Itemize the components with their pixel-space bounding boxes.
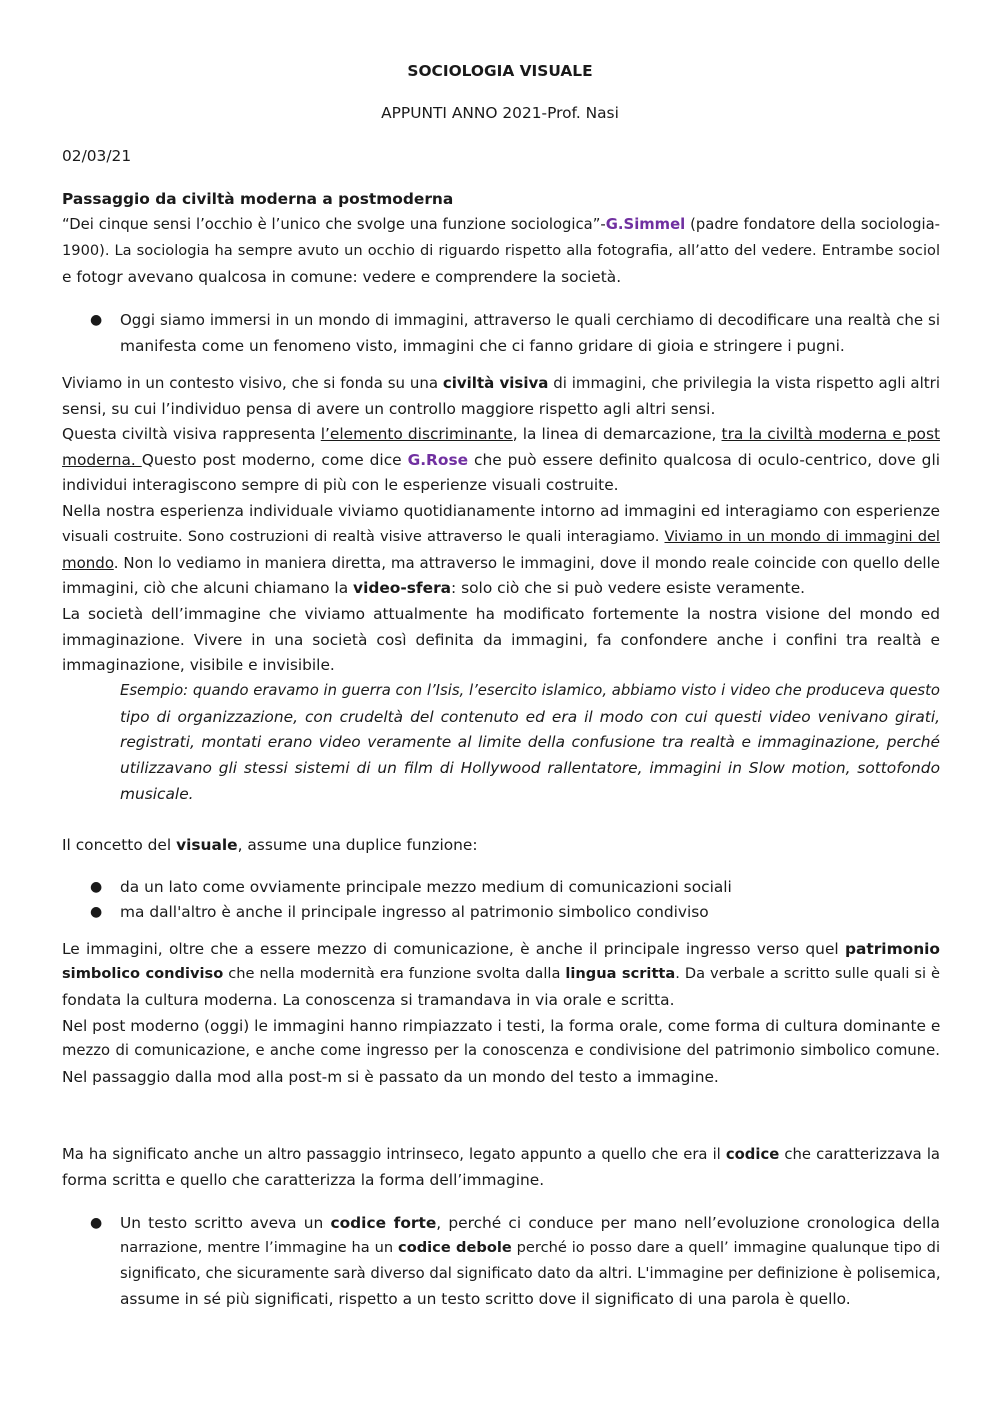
paragraph-line: Nella nostra esperienza individuale viviamo quotidianamente intorno ad immagini ed interagiamo con esperienze (62, 502, 940, 520)
example-line: tipo di organizzazione, con crudeltà del contenuto ed era il modo con cui questi video venivano girati, (120, 708, 940, 726)
paragraph-line: fondata la cultura moderna. La conoscenza si tramandava in via orale e scritta. (62, 991, 675, 1009)
paragraph-line: Il concetto del visuale, assume una duplice funzione: (62, 836, 478, 854)
paragraph-line: visuali costruite. Sono costruzioni di realtà visive attraverso le quali interagiamo. Viviamo in un mondo di immagini del (62, 528, 940, 545)
paragraph-line: Le immagini, oltre che a essere mezzo di comunicazione, è anche il principale ingresso verso quel patrimonio (62, 940, 940, 958)
section-heading: Passaggio da civiltà moderna a postmoderna (62, 190, 454, 208)
example-line: registrati, montati erano video veramente al limite della confusione tra realtà e immaginazione, perché (120, 733, 940, 751)
paragraph-line: Ma ha significato anche un altro passaggio intrinseco, legato appunto a quello che era il codice che caratterizzava la (62, 1146, 940, 1163)
list-item: Un testo scritto aveva un codice forte, perché ci conduce per mano nell’evoluzione cronologica della (120, 1214, 940, 1232)
paragraph-line: immaginazione, visibile e invisibile. (62, 656, 335, 674)
paragraph-line: mezzo di comunicazione, e anche come ingresso per la conoscenza e condivisione del patrimonio simbolico comune. (62, 1042, 940, 1059)
paragraph-line: individui interagiscono sempre di più con le esperienze visuali costruite. (62, 476, 619, 494)
lecture-date: 02/03/21 (62, 147, 132, 165)
paragraph-line: forma scritta e quello che caratterizza la forma dell’immagine. (62, 1171, 545, 1189)
paragraph-line: immagini, ciò che alcuni chiamano la video-sfera: solo ciò che si può vedere esiste veramente. (62, 579, 806, 597)
list-item: ma dall'altro è anche il principale ingresso al patrimonio simbolico condiviso (120, 903, 709, 921)
list-item: da un lato come ovviamente principale mezzo medium di comunicazioni sociali (120, 878, 732, 896)
example-line: Esempio: quando eravamo in guerra con l’Isis, l’esercito islamico, abbiamo visto i video che produceva questo (120, 682, 940, 699)
bullet-icon: ● (90, 312, 103, 328)
paragraph-line: mondo. Non lo vediamo in maniera diretta, ma attraverso le immagini, dove il mondo reale coincide con quello delle (62, 554, 940, 572)
paragraph-line: sensi, su cui l’individuo pensa di avere un controllo maggiore rispetto agli altri sensi. (62, 400, 716, 418)
document-title: SOCIOLOGIA VISUALE (407, 62, 593, 80)
paragraph-line: “Dei cinque sensi l’occhio è l’unico che svolge una funzione sociologica”-G.Simmel (padre fondatore della sociologia- (62, 216, 940, 233)
list-item: Oggi siamo immersi in un mondo di immagini, attraverso le quali cerchiamo di decodificare una realtà che si (120, 311, 940, 329)
paragraph-line: La società dell’immagine che viviamo attualmente ha modificato fortemente la nostra visione del mondo ed (62, 605, 940, 623)
paragraph-line: Nel post moderno (oggi) le immagini hanno rimpiazzato i testi, la forma orale, come forma di cultura dominante e (62, 1017, 941, 1035)
example-line: musicale. (120, 785, 194, 803)
paragraph-line: e fotogr avevano qualcosa in comune: vedere e comprendere la società. (62, 268, 622, 286)
example-line: utilizzavano gli stessi sistemi di un film di Hollywood rallentatore, immagini in Slow motion, sottofondo (120, 759, 940, 777)
paragraph-line: 1900). La sociologia ha sempre avuto un occhio di riguardo rispetto alla fotografia, all’atto del vedere. Entrambe sociol (62, 242, 940, 259)
list-item: assume in sé più significati, rispetto a un testo scritto dove il significato di una parola è quello. (120, 1290, 851, 1308)
paragraph-line: Nel passaggio dalla mod alla post-m si è passato da un mondo del testo a immagine. (62, 1068, 719, 1086)
author-name: G.Rose (407, 451, 469, 469)
bullet-icon: ● (90, 1215, 103, 1231)
paragraph-line: immaginazione. Vivere in una società così definita da immagini, fa confondere anche i confini tra realtà e (62, 631, 940, 649)
list-item: significato, che sicuramente sarà diverso dal significato dato da altri. L'immagine per definizione è polisemica, (120, 1265, 941, 1282)
paragraph-line: moderna. Questo post moderno, come dice G.Rose che può essere definito qualcosa di oculo-centrico, dove gli (62, 451, 940, 469)
bullet-icon: ● (90, 904, 103, 920)
paragraph-line: Questa civiltà visiva rappresenta l’elemento discriminante, la linea di demarcazione, tra la civiltà moderna e post (62, 425, 940, 443)
bullet-icon: ● (90, 879, 103, 895)
paragraph-line: Viviamo in un contesto visivo, che si fonda su una civiltà visiva di immagini, che privilegia la vista rispetto agli altri (62, 374, 940, 392)
list-item: manifesta come un fenomeno visto, immagini che ci fanno gridare di gioia e stringere i pugni. (120, 337, 845, 355)
paragraph-line: simbolico condiviso che nella modernità era funzione svolta dalla lingua scritta. Da verbale a scritto sulle quali si è (62, 965, 941, 982)
list-item: narrazione, mentre l’immagine ha un codice debole perché io posso dare a quell’ immagine qualunque tipo di (120, 1239, 940, 1256)
author-name: G.Simmel (605, 216, 686, 233)
document-subtitle: APPUNTI ANNO 2021-Prof. Nasi (381, 104, 619, 122)
